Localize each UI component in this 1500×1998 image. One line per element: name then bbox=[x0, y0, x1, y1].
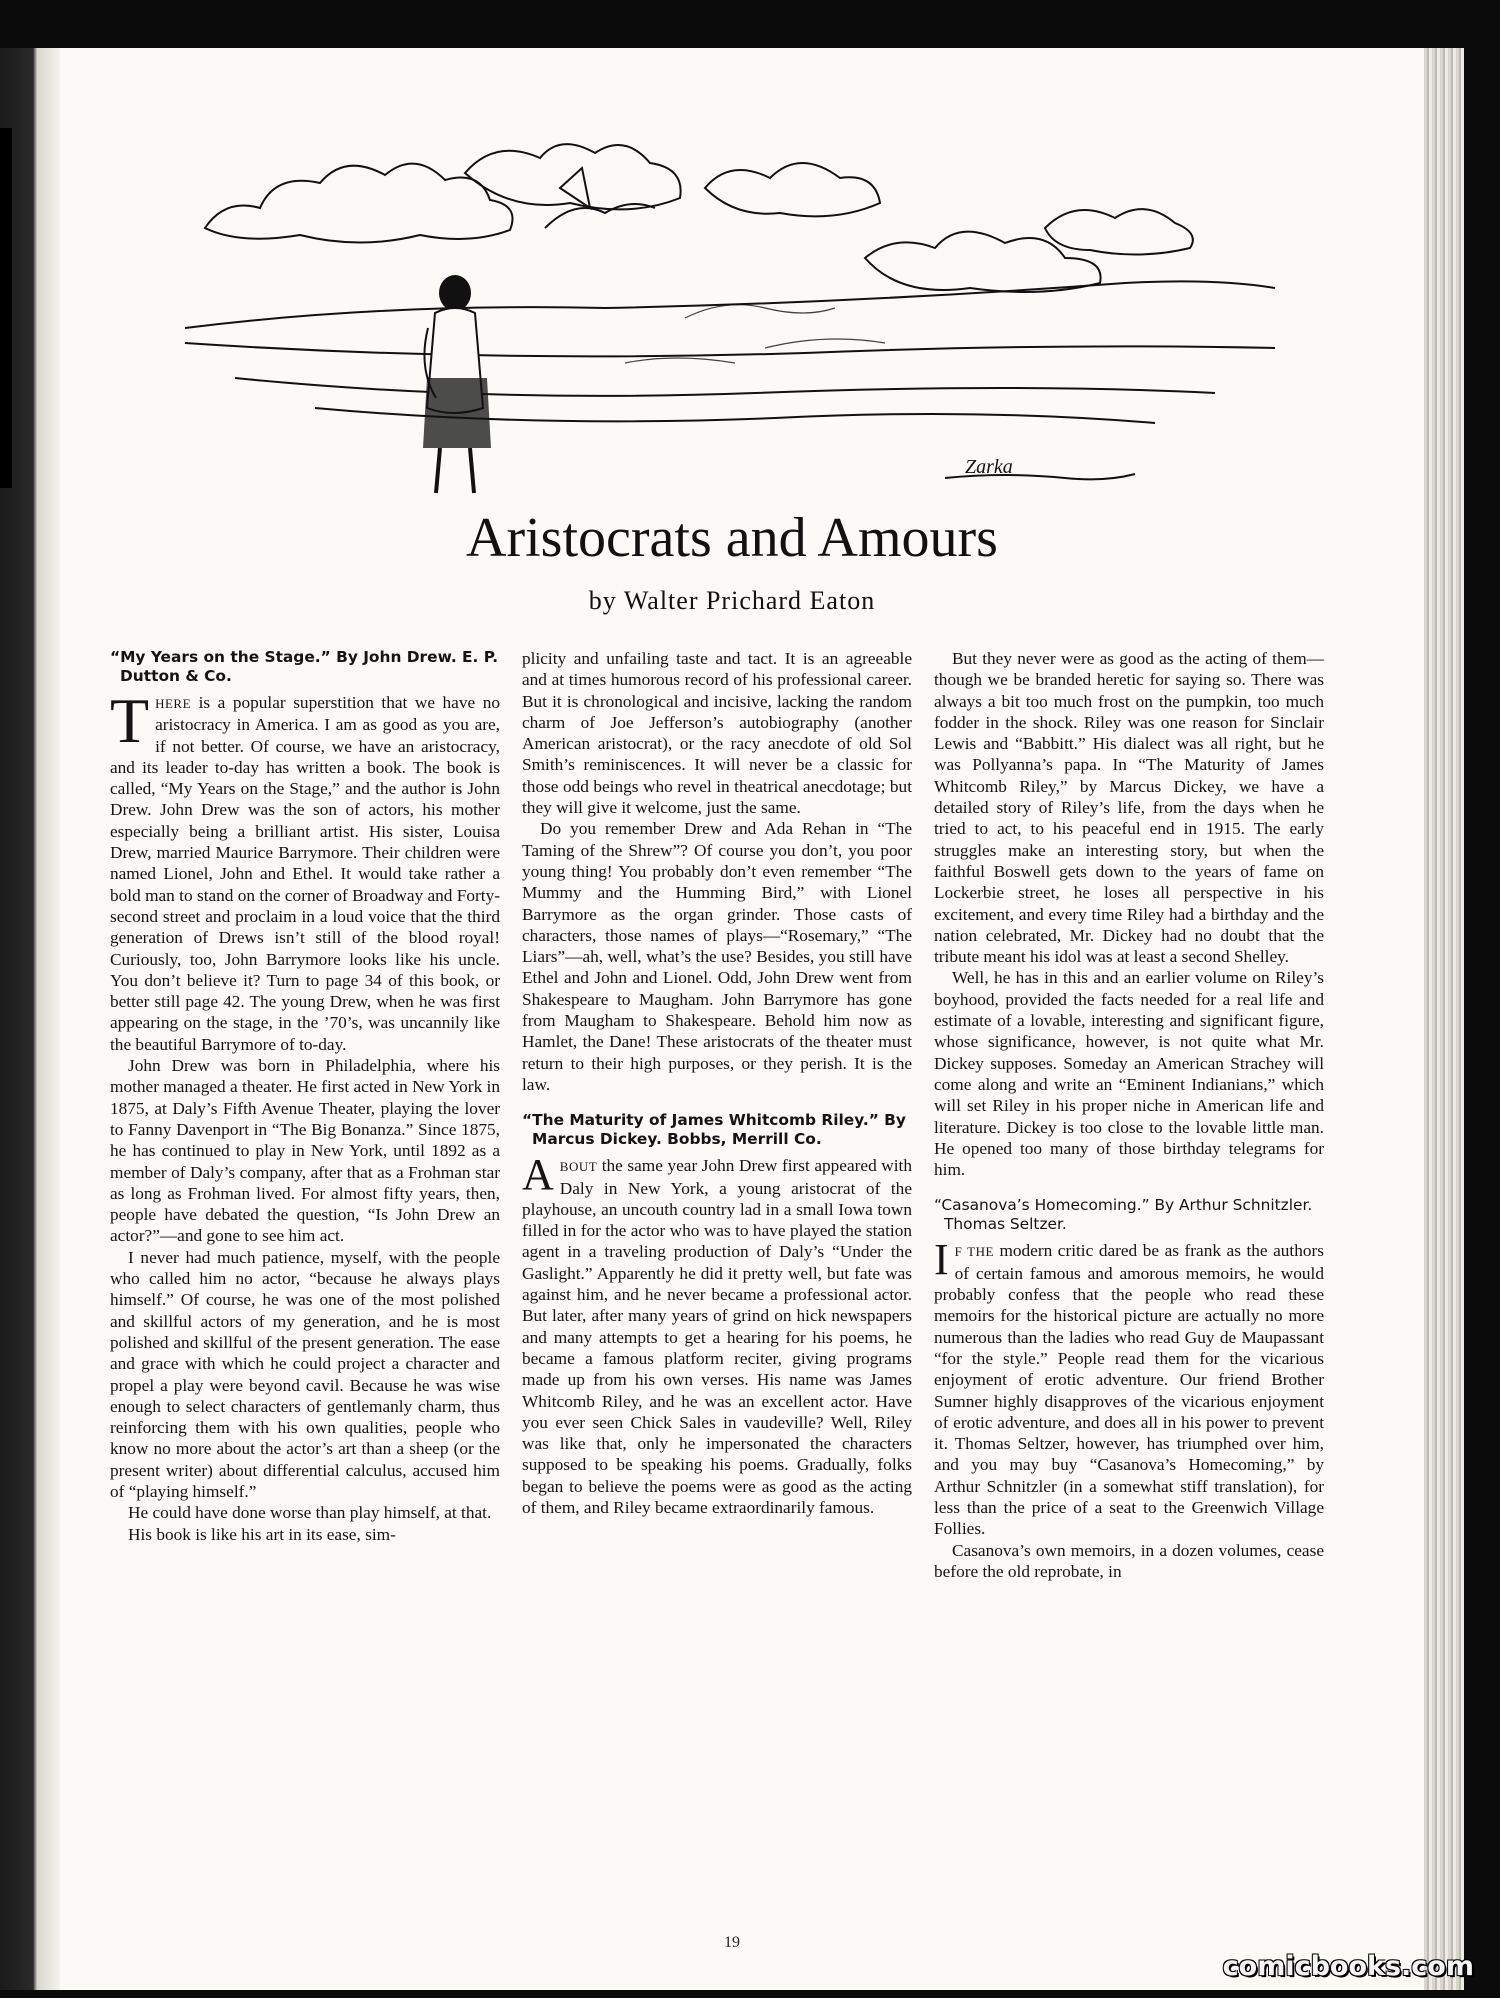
text-column-2 bbox=[522, 648, 912, 1518]
paragraph-text: is a popular superstition that we have no aristocracy in America. I am as good as you are, if not better. Of course, we have an aristocracy, and its leader to-day has written a book. The book is called, “My Years on the Stage,” and the author is John Drew. John Drew was the son of actors, his mother especially being a brilliant artist. His sister, Louisa Drew, married Maurice Barrymore. Their children were named Lionel, John and Ethel. It would take rather a bold man to stand on the corner of Broadway and Forty-second street and proclaim in a loud voice that the third generation of Drews isn’t still of the blood royal! Curiously, too, John Barrymore looks like his uncle. You don’t believe it? Turn to page 34 of this book, or better still page 42. The young Drew, when he was first appearing on the stage, in the ’70’s, was uncannily like the beautiful Barrymore of to-day. bbox=[110, 693, 500, 1054]
body-paragraph: He could have done worse than play himself, at that. bbox=[128, 1503, 492, 1523]
body-paragraph: His book is like his art in its ease, sim- bbox=[128, 1524, 396, 1544]
drop-cap: I bbox=[934, 1235, 949, 1285]
body-paragraph: Do you remember Drew and Ada Rehan in “The Taming of the Shrew”? Of course you don’t, you poor young thing! You probably don’t even remember “The Mummy and the Humming Bird,” with Lionel Barrymore as the organ grinder. Those casts of characters, those names of plays—“Rosemary,” “The Liars”—ah, well, what’s the use? Besides, you still have Ethel and John and Lionel. Odd, John Drew went from Shakespeare to Maugham. John Barrymore has gone from Maugham to Shakespeare. Behold him now as Hamlet, the Dane! These aristocrats of the theater must return to their high purposes, or they perish. It is the law. bbox=[522, 819, 912, 1094]
page-number: 19 bbox=[724, 1934, 740, 1951]
header-illustration bbox=[165, 78, 1295, 538]
artist-signature: Zarka bbox=[965, 456, 1013, 478]
binding-gutter bbox=[0, 48, 60, 1990]
body-paragraph: Well, he has in this and an earlier volume on Riley’s boyhood, provided the facts needed for a real life and estimate of a lovable, interesting and significant figure, whose significance, however, is not quite what Mr. Dickey supposes. Someday an American Strachey will come along and write an “Eminent Indianians,” which will set Riley in his proper niche in American life and literature. Dickey is too close to the lovable little man. He opened too many of those birthday telegrams for him. bbox=[934, 968, 1324, 1180]
body-paragraph: John Drew was born in Philadelphia, where his mother managed a theater. He first acted in New York in 1875, at Daly’s Fifth Avenue Theater, playing the lover to Fanny Davenport in “The Big Bonanza.” Since 1875, he has continued to play in New York, until 1892 as a member of Daly’s company, after that as a Frohman star as long as Frohman lived. For almost fifty years, then, people have debated the question, “Is John Drew an actor?”—and gone to see him act. bbox=[110, 1056, 500, 1246]
review-heading: “The Maturity of James Whitcomb Riley.” By Marcus Dickey. Bobbs, Merrill Co. bbox=[522, 1111, 906, 1149]
watermark: comicbooks.com bbox=[1222, 1951, 1474, 1982]
review-heading: “Casanova’s Homecoming.” By Arthur Schnitzler. Thomas Seltzer. bbox=[934, 1196, 1313, 1234]
article-title: Aristocrats and Amours bbox=[466, 507, 998, 569]
small-caps-lead: HERE bbox=[155, 696, 192, 711]
body-paragraph: Casanova’s own memoirs, in a dozen volumes, cease before the old reprobate, in bbox=[934, 1540, 1324, 1581]
body-paragraph: But they never were as good as the acting of them—though we be branded heretic for saying so. There was always a bit too much frost on the pumpkin, too much fodder in the shock. Riley was one reason for Sinclair Lewis and “Babbitt.” His dialect was all right, but he was Pollyanna’s papa. In “The Maturity of James Whitcomb Riley,” by Marcus Dickey, we have a detailed story of Riley’s life, from the days when he tried to act, to his peaceful end in 1915. The early struggles make an interesting story, but when the faithful Boswell gets down to the years of fame on Lockerbie street, he loses all perspective in his excitement, and every time Riley had a birthday and the nation celebrated, Mr. Dickey had no doubt that the tribute meant his idol was at least a second Shelley. bbox=[934, 649, 1324, 967]
text-column-1 bbox=[110, 648, 500, 1545]
page-stack-edge bbox=[1424, 48, 1464, 1990]
article-byline: by Walter Prichard Eaton bbox=[588, 586, 876, 615]
body-paragraph bbox=[110, 685, 500, 1055]
text-column-3 bbox=[934, 648, 1324, 1582]
body-paragraph: I never had much patience, myself, with the people who called him no actor, “because he always plays himself.” Of course, he was one of the most polished and skillful actors of my generation, and he is most polished and skillful of the present generation. The ease and grace with which he could project a character and propel a play were beyond cavil. Because he was wise enough to select characters of gentlemanly charm, thus reinforcing them with his own qualities, people who know no more about the actor’s art than a sheep (or the present writer) about differential calculus, accused him of “playing himself.” bbox=[110, 1247, 500, 1501]
body-paragraph: plicity and unfailing taste and tact. It is an agreeable and at times humorous record of his professional career. But it is chronological and incisive, lacking the random charm of Joe Jefferson’s autobiography (another American aristocrat), or the racy anecdote of old Sol Smith’s reminiscences. It will never be a classic for those odd beings who revel in theatrical anecdotage; but they will give it welcome, just the same. bbox=[522, 649, 912, 818]
body-paragraph bbox=[522, 1150, 912, 1518]
body-paragraph bbox=[934, 1235, 1324, 1539]
small-caps-lead: BOUT bbox=[559, 1159, 598, 1175]
drop-cap: T bbox=[110, 685, 150, 756]
paragraph-text: the same year John Drew first appeared with Daly in New York, a young aristocrat of the playhouse, an uncouth country lad in a small Iowa town filled in for the actor who was to have played the station agent in a traveling production of Daly’s “Under the Gaslight.” Apparently he did it pretty well, but fate was against him, and he never became a professional actor. But later, after many years of grind on hick newspapers and many attempts to get a hearing for his poems, he became a famous platform reciter, giving programs made up from his own verses. His name was James Whitcomb Riley, and he was an excellent actor. Have you ever seen Chick Sales in vaudeville? Well, Riley was like that, only he impersonated the characters supposed to be speaking his poems. Gradually, folks began to believe the poems were as good as the acting of them, and Riley became extraordinarily famous. bbox=[522, 1156, 912, 1517]
facing-page-edge bbox=[0, 128, 12, 488]
drop-cap: A bbox=[522, 1150, 554, 1200]
small-caps-lead: F THE bbox=[954, 1244, 994, 1260]
review-heading: “My Years on the Stage.” By John Drew. E. P. Dutton & Co. bbox=[110, 648, 499, 685]
magazine-page bbox=[0, 48, 1464, 1990]
paragraph-text: modern critic dared be as frank as the authors of certain famous and amorous memoirs, he would probably confess that the people who read these memoirs for the historical picture are actually no more numerous than the ladies who read Guy de Maupassant “for the style.” People read them for the vicarious enjoyment of erotic adventure. Our friend Brother Sumner highly disapproves of the vicarious enjoyment of erotic adventure, and does all in his power to prevent it. Thomas Seltzer, however, has triumphed over him, and you may buy “Casanova’s Homecoming,” by Arthur Schnitzler (in a somewhat stiff translation), for less than the price of a seat to the Greenwich Village Follies. bbox=[934, 1241, 1324, 1539]
